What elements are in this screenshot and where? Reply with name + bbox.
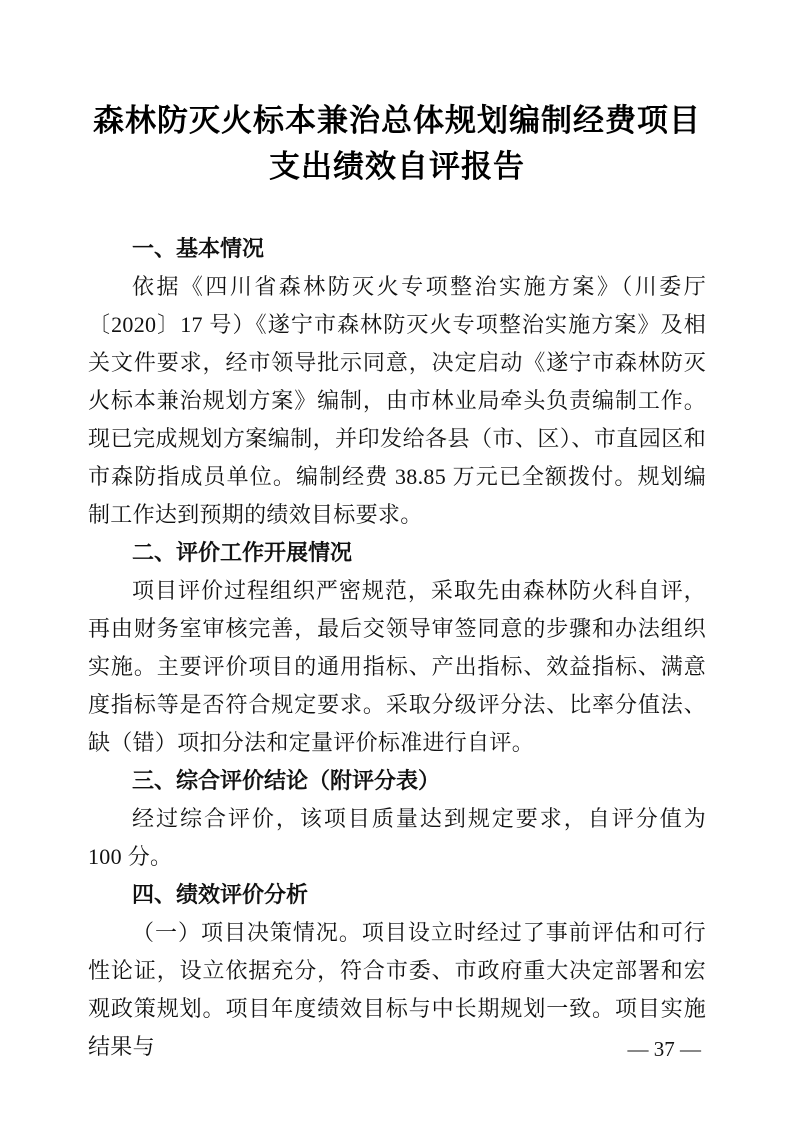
section-heading-basic-situation: 一、基本情况 xyxy=(132,236,265,261)
section-paragraph-comprehensive-conclusion: 经过综合评价，该项目质量达到规定要求，自评分值为 100 分。 xyxy=(88,806,706,869)
section-paragraph-evaluation-work: 项目评价过程组织严密规范，采取先由森林防火科自评，再由财务室审核完善，最后交领导审签同意的步骤和办法组织实施。主要评价项目的通用指标、产出指标、效益指标、满意度指标等是否符合规定要求。采取分级评分法、比率分值法、缺（错）项扣分法和定量评价标准进行自评。 xyxy=(88,578,706,755)
document-title xyxy=(88,98,706,190)
section-heading-comprehensive-conclusion: 三、综合评价结论（附评分表） xyxy=(132,768,441,793)
page-number: — 37 — xyxy=(627,1037,701,1061)
document-title-line2: 支出绩效自评报告 xyxy=(269,149,525,184)
section-heading-performance-analysis: 四、绩效评价分析 xyxy=(132,882,309,907)
section-paragraph-basic-situation: 依据《四川省森林防灭火专项整治实施方案》（川委厅〔2020〕17 号）《遂宁市森林防灭火专项整治实施方案》及相关文件要求，经市领导批示同意，决定启动《遂宁市森林防灭火标本兼治规划方案》编制，由市林业局牵头负责编制工作。现已完成规划方案编制，并印发给各县（市、区）、市直园区和市森防指成员单位。编制经费 38.85 万元已全额拨付。规划编制工作达到预期的绩效目标要求。 xyxy=(88,274,706,527)
section-paragraph-performance-analysis: （一）项目决策情况。项目设立时经过了事前评估和可行性论证，设立依据充分，符合市委、市政府重大决定部署和宏观政策规划。项目年度绩效目标与中长期规划一致。项目实施结果与 xyxy=(88,920,706,1059)
document-title-line1: 森林防灭火标本兼治总体规划编制经费项目 xyxy=(93,103,701,138)
section-heading-evaluation-work: 二、评价工作开展情况 xyxy=(132,540,353,565)
document-content xyxy=(88,98,706,1066)
